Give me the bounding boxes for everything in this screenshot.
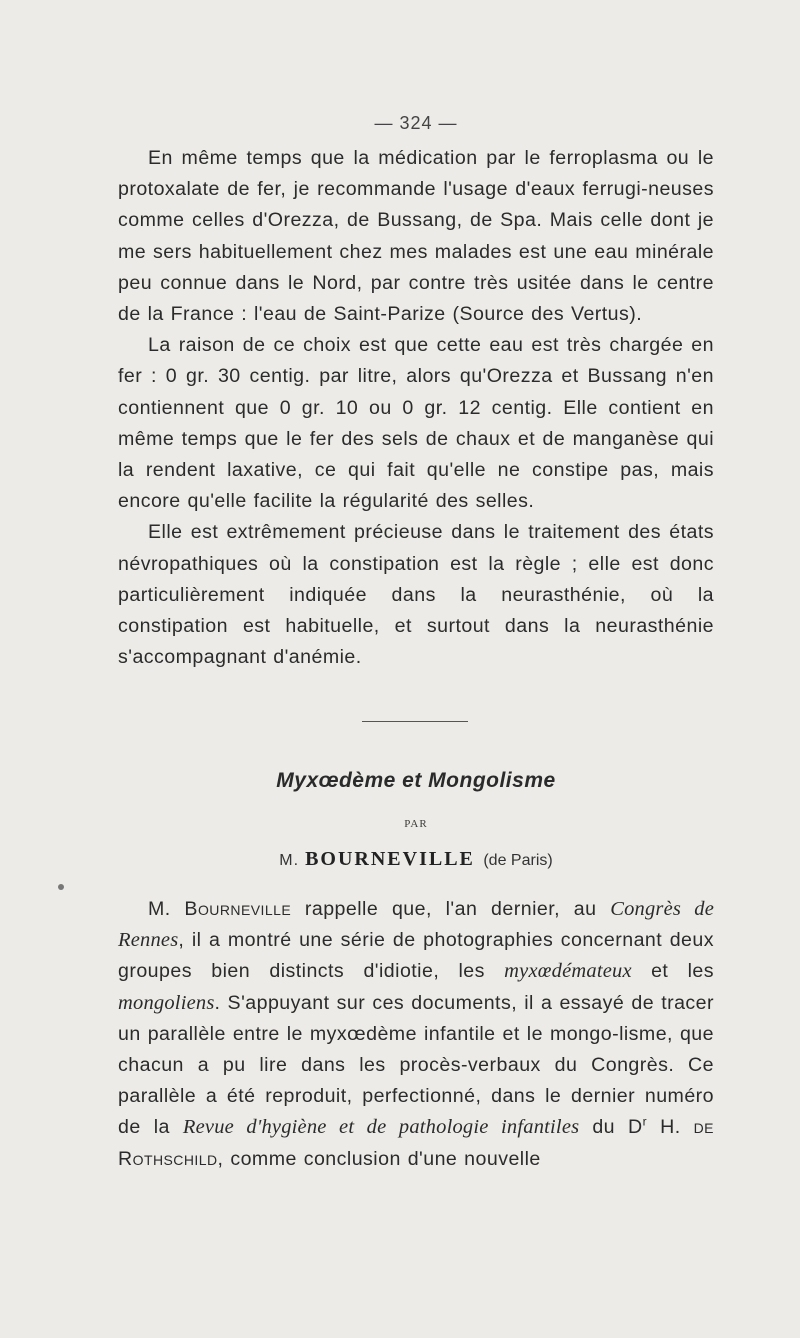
page-content [118, 0, 714, 1338]
paragraph: Elle est extrêmement précieuse dans le traitement des états névropathiques où la constipation est la règle ; elle est donc particulièrement indiquée dans la neurasthénie, où la constipation est habituelle, et surtout dans la neurasthénie s'accompagnant d'anémie. [118, 521, 714, 669]
text-run: H. [647, 1116, 694, 1139]
text-run: . S'appuyant sur ces documents, il a essayé de tracer un parallèle entre le myxœdème infantile et le mongo-lisme, que chacun a pu lire dans les procès-verbaux du Congrès. Ce parallèle a été reproduit, perfectionné, dans le dernier numéro de la [118, 991, 714, 1139]
paragraph: En même temps que la médication par le ferroplasma ou le protoxalate de fer, je recommande l'usage d'eaux ferrugi-neuses comme celles d'Orezza, de Bussang, de Spa. Mais celle dont je me sers habituellement chez mes malades est une eau minérale peu connue dans le Nord, par contre très usitée dans le centre de la France : l'eau de Saint-Parize (Source des Vertus). [118, 147, 714, 326]
paragraph [118, 894, 714, 1175]
author-line [118, 848, 714, 871]
preceding-article-body [118, 143, 714, 673]
superscript: r [642, 1114, 648, 1129]
italic-text: mongoliens [118, 991, 215, 1014]
margin-ink-dot [58, 884, 64, 890]
paragraph: La raison de ce choix est que cette eau est très chargée en fer : 0 gr. 30 centig. par litre, alors qu'Orezza et Bussang n'en contiennent que 0 gr. 10 ou 0 gr. 12 centig. Elle contient en même temps que le fer des sels de chaux et de manganèse qui la rendent laxative, ce qui fait qu'elle ne constipe pas, mais encore qu'elle facilite la régularité des selles. [118, 334, 714, 513]
article-title: Myxœdème et Mongolisme [276, 769, 556, 792]
journal-title: Revue d'hygiène et de pathologie infantiles [182, 1116, 580, 1139]
by-line: PAR [404, 818, 428, 830]
name-smallcaps: de Rothschild [118, 1116, 714, 1170]
text-run: , il a montré une série de photographies concernant deux groupes bien distincts d'idiotie, les [118, 929, 714, 983]
text-run: M. [148, 898, 185, 920]
text-run: du D [579, 1116, 643, 1139]
page-number: — 324 — [374, 113, 458, 133]
section-divider [362, 721, 468, 722]
author-place: (de Paris) [483, 852, 553, 869]
italic-text: myxœdémateux [504, 960, 632, 983]
author-prefix: M. [279, 852, 300, 869]
author-name: BOURNEVILLE [305, 848, 475, 870]
author-name-smallcaps: Bourneville [184, 898, 292, 920]
text-run: rappelle que, l'an dernier, au [291, 898, 611, 920]
italic-text: Congrès de Rennes [118, 898, 715, 952]
text-run: , comme conclusion d'une nouvelle [217, 1147, 541, 1170]
article-body [118, 894, 714, 1175]
text-run: et les [631, 960, 714, 983]
